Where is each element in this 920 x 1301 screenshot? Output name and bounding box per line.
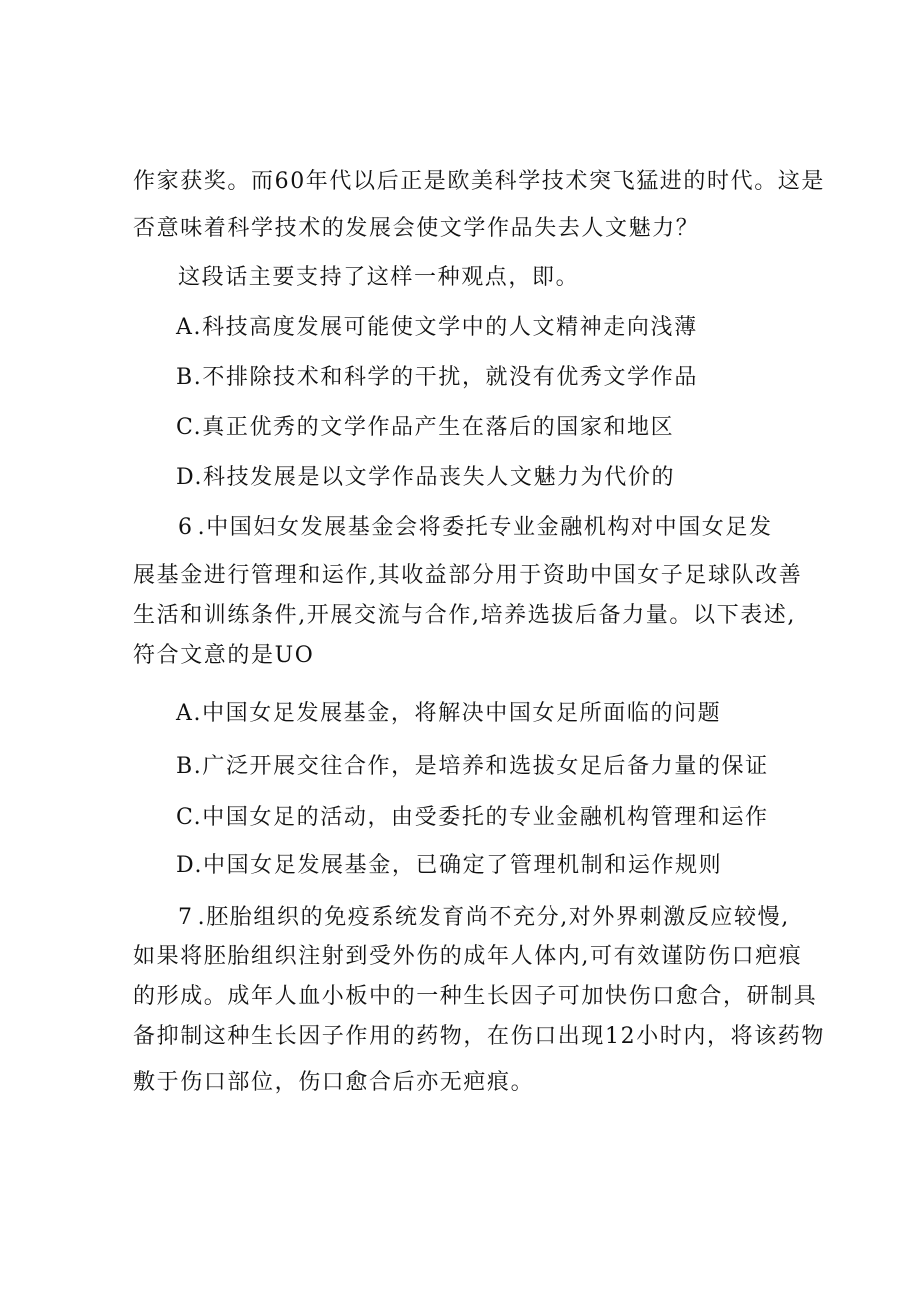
- q5-option-a: A.科技高度发展可能使文学中的人文精神走向浅薄: [176, 315, 698, 340]
- q6-line-2: 展基金进行管理和运作,其收益部分用于资助中国女子足球队改善: [133, 563, 803, 588]
- q6-line-1-text: .中国妇女发展基金会将委托专业金融机构对中国女足发: [197, 515, 773, 540]
- q6-number: 6: [178, 515, 194, 540]
- q7-line-1: [178, 903, 790, 933]
- q7-line-3: 的形成。成年人血小板中的一种生长因子可加快伤口愈合，研制具: [133, 984, 818, 1009]
- passage-line-1: 作家获奖。而60年代以后正是欧美科学技术突飞猛进的时代。这是: [133, 169, 825, 194]
- q7-number: 7: [178, 905, 194, 930]
- q6-option-a: A.中国女足发展基金，将解决中国女足所面临的问题: [176, 701, 722, 726]
- q6-option-d: D.中国女足发展基金，已确定了管理机制和运作规则: [176, 853, 723, 878]
- q7-line-1-text: .胚胎组织的免疫系统发育尚不充分,对外界刺激反应较慢,: [197, 905, 790, 930]
- q6-option-b: B.广泛开展交往合作，是培养和选拔女足后备力量的保证: [176, 754, 769, 779]
- q7-line-5: 敷于伤口部位，伤口愈合后亦无疤痕。: [133, 1070, 535, 1095]
- q5-option-b: B.不排除技术和科学的干扰，就没有优秀文学作品: [176, 365, 698, 390]
- q5-option-d: D.科技发展是以文学作品丧失人文魅力为代价的: [176, 465, 676, 490]
- q7-line-2: 如果将胚胎组织注射到受外伤的成年人体内,可有效谨防伤口疤痕: [133, 944, 803, 969]
- passage-line-2: 否意味着科学技术的发展会使文学作品失去人文魅力？: [133, 216, 700, 241]
- q5-option-c: C.真正优秀的文学作品产生在落后的国家和地区: [176, 415, 675, 440]
- q6-line-4: 符合文意的是UO: [133, 643, 315, 668]
- q6-line-1: [178, 513, 773, 543]
- question-prompt: 这段话主要支持了这样一种观点，即。: [178, 265, 580, 290]
- q6-line-3: 生活和训练条件,开展交流与合作,培养选拔后备力量。以下表述,: [133, 603, 796, 628]
- q6-option-c: C.中国女足的活动，由受委托的专业金融机构管理和运作: [176, 805, 769, 830]
- q7-line-4: 备抑制这种生长因子作用的药物，在伤口出现12小时内，将该药物: [133, 1024, 825, 1049]
